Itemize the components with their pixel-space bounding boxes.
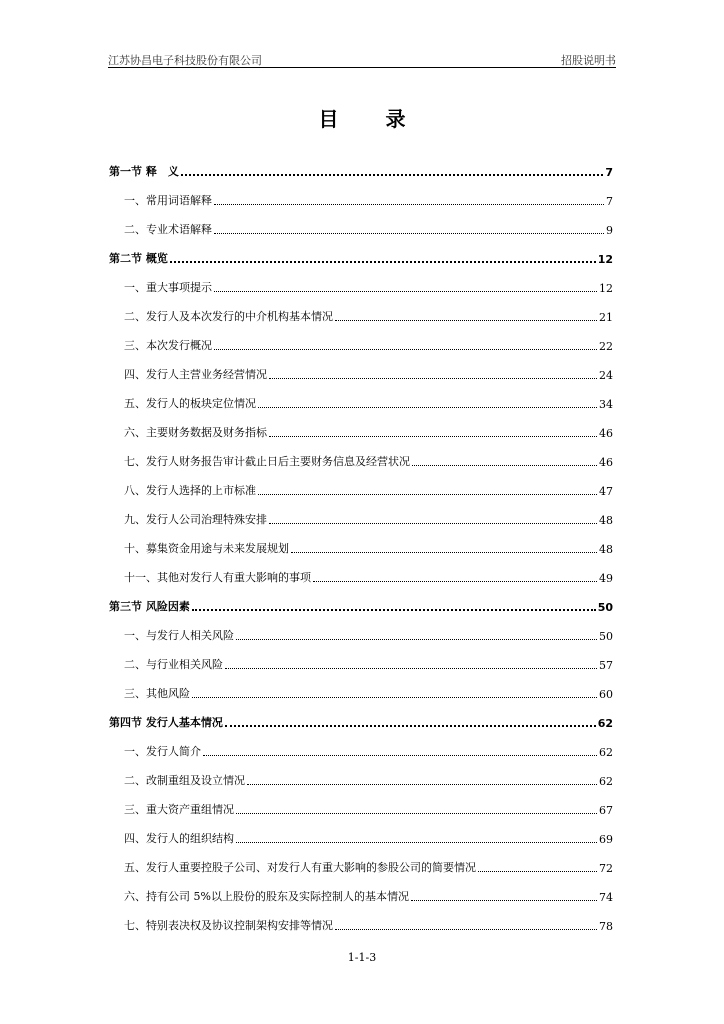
dot-leader [291,552,597,553]
toc-entry-label: 第二节 概览 [109,252,168,265]
toc-entry-page: 21 [599,311,613,324]
toc-section-entry[interactable] [109,614,613,643]
toc-entry-page: 34 [599,398,613,411]
toc-entry-page: 78 [599,920,613,933]
toc-section-entry[interactable] [109,179,613,208]
toc-section-entry[interactable] [109,730,613,759]
dot-leader [335,320,597,321]
dot-leader [258,494,597,495]
toc-section-entry[interactable] [109,788,613,817]
toc-section-entry[interactable] [109,875,613,904]
toc-entry-label: 三、其他风险 [124,687,190,700]
toc-entry-label: 二、发行人及本次发行的中介机构基本情况 [124,310,333,323]
toc-section-entry[interactable] [109,817,613,846]
page-number: 1-1-3 [347,951,377,964]
toc-entry-label: 第一节 释 义 [109,165,179,178]
toc-section-entry[interactable] [109,208,613,237]
toc-chapter-entry[interactable] [109,585,613,614]
toc-section-entry[interactable] [109,672,613,701]
toc-entry-label: 十、募集资金用途与未来发展规划 [124,542,289,555]
toc-entry-label: 第四节 发行人基本情况 [109,716,223,729]
dot-leader [258,407,597,408]
toc-section-entry[interactable] [109,411,613,440]
toc-entry-page: 57 [599,659,613,672]
toc-chapter-entry[interactable] [109,237,613,266]
toc-entry-label: 九、发行人公司治理特殊安排 [124,513,267,526]
toc-entry-page: 74 [599,891,613,904]
toc-entry-page: 9 [606,224,613,237]
toc-section-entry[interactable] [109,556,613,585]
toc-entry-page: 46 [599,427,613,440]
dot-leader [247,784,597,785]
toc-entry-page: 67 [599,804,613,817]
toc-section-entry[interactable] [109,527,613,556]
toc-entry-label: 一、重大事项提示 [124,281,212,294]
toc-section-entry[interactable] [109,643,613,672]
toc-entry-page: 12 [597,253,613,266]
dot-leader [214,349,597,350]
toc-entry-page: 69 [599,833,613,846]
dot-leader [214,204,604,205]
toc-entry-page: 62 [599,775,613,788]
document-type: 招股说明书 [561,54,616,67]
dot-leader [192,697,597,698]
toc-entry-page: 62 [597,717,613,730]
dot-leader [192,609,596,611]
toc-entry-label: 第三节 风险因素 [109,600,190,613]
dot-leader [236,813,597,814]
toc-entry-label: 八、发行人选择的上市标准 [124,484,256,497]
toc-entry-label: 二、改制重组及设立情况 [124,774,245,787]
toc-section-entry[interactable] [109,382,613,411]
toc-chapter-entry[interactable] [109,701,613,730]
toc-section-entry[interactable] [109,759,613,788]
dot-leader [478,871,597,872]
toc-entry-page: 50 [599,630,613,643]
toc-entry-page: 24 [599,369,613,382]
dot-leader [181,174,604,176]
table-of-contents [109,150,613,933]
dot-leader [335,929,597,930]
toc-entry-label: 四、发行人的组织结构 [124,832,234,845]
page-title: 目 录 [318,107,426,131]
dot-leader [269,378,597,379]
dot-leader [214,291,597,292]
toc-section-entry[interactable] [109,266,613,295]
toc-entry-label: 四、发行人主营业务经营情况 [124,368,267,381]
toc-section-entry[interactable] [109,440,613,469]
toc-entry-label: 二、与行业相关风险 [124,658,223,671]
toc-entry-page: 48 [599,514,613,527]
toc-entry-label: 六、主要财务数据及财务指标 [124,426,267,439]
dot-leader [269,436,597,437]
toc-entry-label: 五、发行人的板块定位情况 [124,397,256,410]
toc-entry-label: 五、发行人重要控股子公司、对发行人有重大影响的参股公司的简要情况 [124,861,476,874]
dot-leader [203,755,597,756]
toc-entry-page: 60 [599,688,613,701]
dot-leader [313,581,597,582]
toc-entry-page: 7 [606,195,613,208]
toc-entry-page: 46 [599,456,613,469]
toc-section-entry[interactable] [109,295,613,324]
dot-leader [412,465,597,466]
toc-entry-label: 三、重大资产重组情况 [124,803,234,816]
toc-entry-page: 47 [599,485,613,498]
toc-entry-page: 12 [599,282,613,295]
toc-entry-label: 六、持有公司 5%以上股份的股东及实际控制人的基本情况 [124,890,409,903]
toc-section-entry[interactable] [109,904,613,933]
dot-leader [236,842,597,843]
dot-leader [225,725,596,727]
toc-section-entry[interactable] [109,498,613,527]
dot-leader [411,900,597,901]
toc-entry-label: 二、专业术语解释 [124,223,212,236]
toc-entry-label: 七、发行人财务报告审计截止日后主要财务信息及经营状况 [124,455,410,468]
toc-section-entry[interactable] [109,469,613,498]
toc-entry-page: 7 [605,166,613,179]
toc-entry-page: 72 [599,862,613,875]
page-header [108,50,616,68]
toc-entry-label: 三、本次发行概况 [124,339,212,352]
toc-entry-label: 十一、其他对发行人有重大影响的事项 [124,571,311,584]
toc-section-entry[interactable] [109,324,613,353]
toc-entry-page: 62 [599,746,613,759]
dot-leader [269,523,597,524]
toc-entry-label: 一、常用词语解释 [124,194,212,207]
toc-entry-page: 49 [599,572,613,585]
toc-entry-label: 一、与发行人相关风险 [124,629,234,642]
toc-section-entry[interactable] [109,353,613,382]
toc-section-entry[interactable] [109,846,613,875]
company-name: 江苏协昌电子科技股份有限公司 [108,54,262,67]
toc-chapter-entry[interactable] [109,150,613,179]
toc-entry-page: 48 [599,543,613,556]
dot-leader [170,261,596,263]
dot-leader [236,639,597,640]
dot-leader [214,233,604,234]
toc-entry-label: 七、特别表决权及协议控制架构安排等情况 [124,919,333,932]
toc-entry-page: 22 [599,340,613,353]
dot-leader [225,668,597,669]
toc-entry-label: 一、发行人简介 [124,745,201,758]
toc-entry-page: 50 [597,601,613,614]
